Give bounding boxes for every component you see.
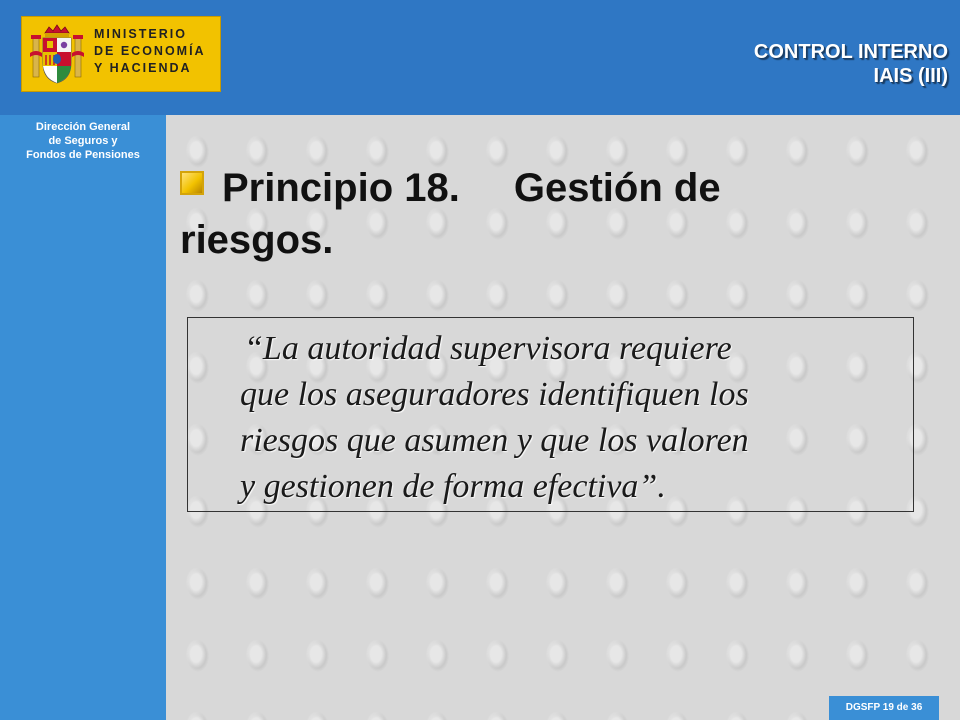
department-line-3: Fondos de Pensiones xyxy=(26,149,140,161)
principle-title-part: Gestión de xyxy=(513,166,721,210)
ministry-logo xyxy=(21,16,221,92)
slide-title-line-2: IAIS (III) xyxy=(873,65,948,87)
slide-title-line-1: CONTROL INTERNO xyxy=(753,41,948,63)
quote-line-3: riesgos que asumen y que los valoren xyxy=(240,422,749,459)
quote-line-4: y gestionen de forma efectiva”. xyxy=(240,468,666,505)
logo-line-2: DE ECONOMÍA xyxy=(94,44,206,58)
quote-text xyxy=(240,326,900,510)
logo-line-3: Y HACIENDA xyxy=(94,61,192,75)
department-line-1: Dirección General xyxy=(35,121,131,133)
principle-title-continuation: riesgos. xyxy=(180,218,334,262)
coat-of-arms-icon xyxy=(30,23,84,87)
quote-line-1: “La autoridad supervisora requiere xyxy=(244,330,732,367)
logo-line-1: MINISTERIO xyxy=(94,27,187,41)
principle-number: Principio 18. xyxy=(222,166,460,210)
slide-title xyxy=(754,40,948,88)
department-name xyxy=(0,120,166,162)
department-line-2: de Seguros y xyxy=(48,135,118,147)
principle-heading xyxy=(180,162,880,266)
square-bullet-icon xyxy=(180,171,204,195)
page-indicator: DGSFP 19 de 36 xyxy=(829,696,939,720)
quote-line-2: que los aseguradores identifiquen los xyxy=(240,376,749,413)
sidebar xyxy=(0,115,166,720)
